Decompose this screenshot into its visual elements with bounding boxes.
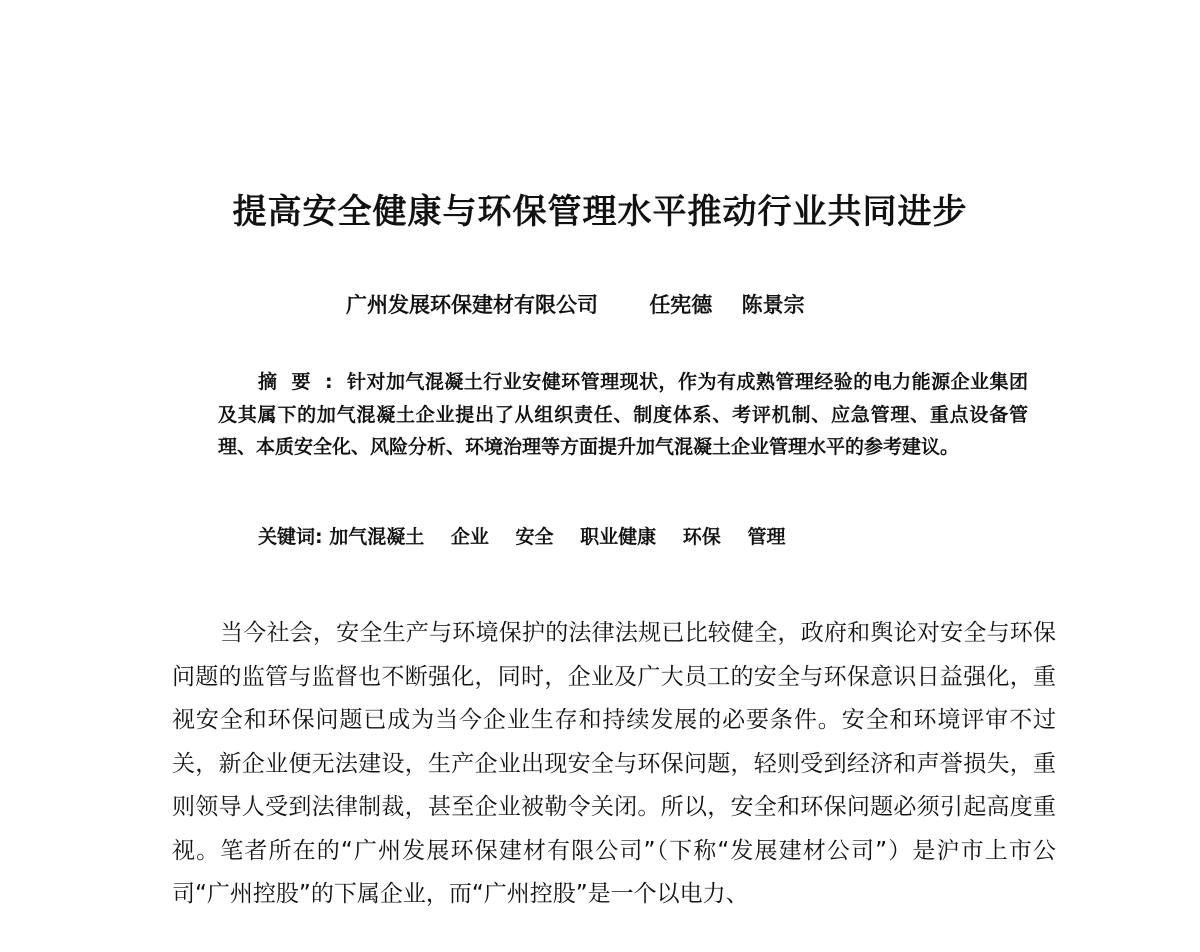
abstract-text: 针对加气混凝土行业安健环管理现状，作为有成熟管理经验的电力能源企业集团及其属下的加气混凝土企业提出了从组织责任、制度体系、考评机制、应急管理、重点设备管理、本质安全化、风险分析、环境治理等方面提升加气混凝土企业管理水平的参考建议。 bbox=[218, 371, 1028, 458]
paper-title: 提高安全健康与环保管理水平推动行业共同进步 bbox=[232, 192, 968, 232]
abstract bbox=[218, 366, 1028, 464]
keywords-label: 关键词: bbox=[258, 526, 323, 548]
abstract-label: 摘要: bbox=[258, 371, 347, 393]
keyword: 环保 bbox=[682, 526, 721, 548]
body-paragraph: 当今社会，安全生产与环境保护的法律法规已比较健全，政府和舆论对安全与环保问题的监管与监督也不断强化，同时，企业及广大员工的安全与环保意识日益强化，重视安全和环保问题已成为当今企业生存和持续发展的必要条件。安全和环境评审不过关，新企业便无法建设，生产企业出现安全与环保问题，轻则受到经济和声誉损失，重则领导人受到法律制裁，甚至企业被勒令关闭。所以，安全和环保问题必须引起高度重视。笔者所在的“广州发展环保建材有限公司”（下称“发展建材公司”）是沪市上市公司“广州控股”的下属企业，而“广州控股”是一个以电力、 bbox=[172, 620, 1056, 907]
author-name: 陈景宗 bbox=[741, 292, 805, 317]
keyword: 管理 bbox=[747, 526, 786, 548]
body-text bbox=[172, 612, 1056, 917]
keyword: 职业健康 bbox=[580, 526, 657, 548]
keywords bbox=[258, 522, 805, 549]
abstract-paragraph bbox=[218, 366, 1028, 464]
author-line bbox=[346, 289, 827, 319]
author-name: 任宪德 bbox=[649, 292, 713, 317]
keyword: 安全 bbox=[515, 526, 554, 548]
keyword: 企业 bbox=[450, 526, 489, 548]
keyword: 加气混凝土 bbox=[329, 526, 425, 548]
author-affiliation: 广州发展环保建材有限公司 bbox=[346, 292, 598, 317]
